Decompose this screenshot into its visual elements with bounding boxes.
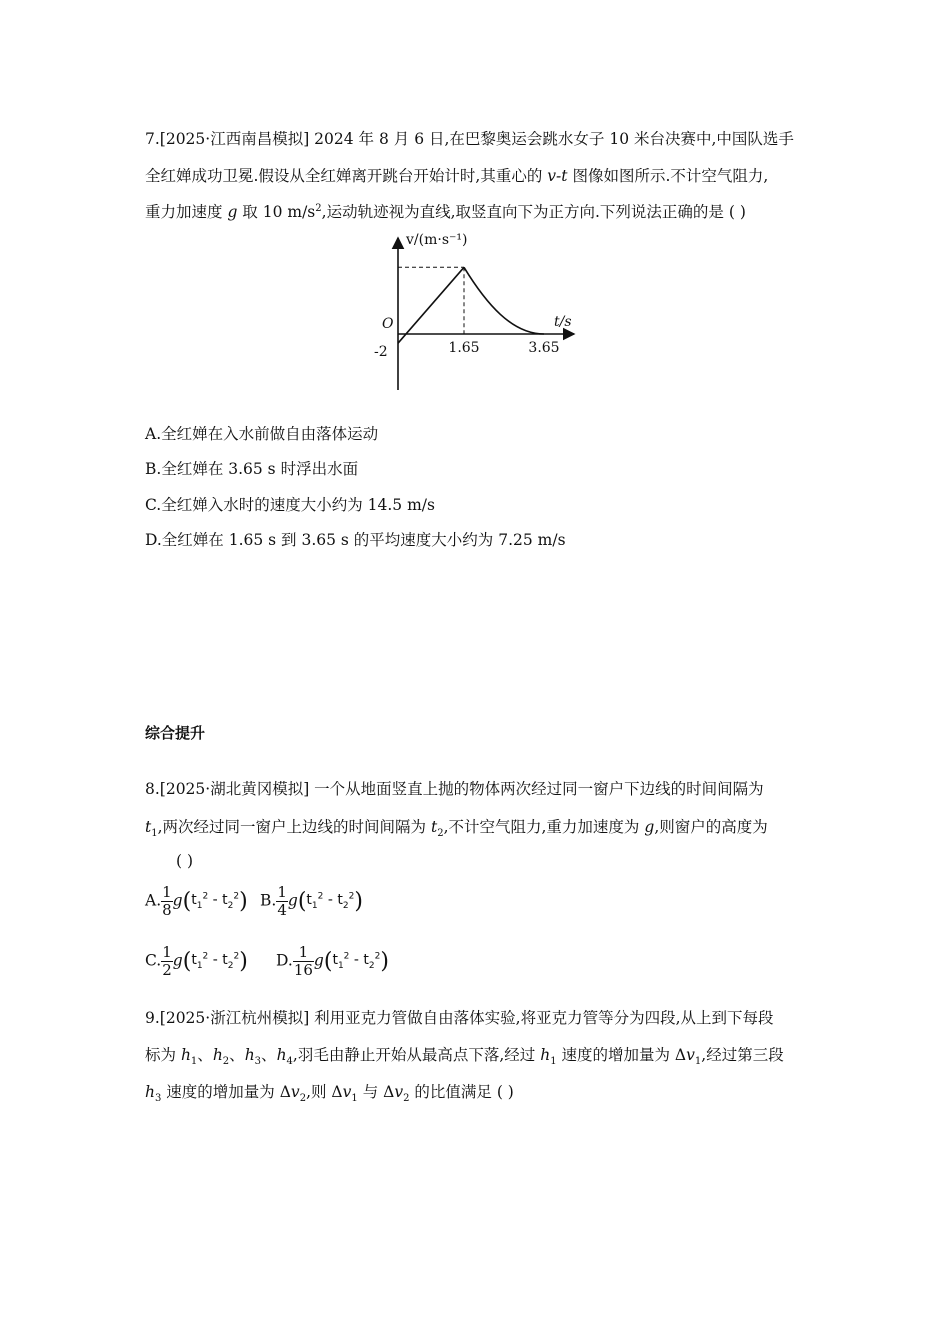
x-tick-label-2: 3.65 bbox=[528, 340, 560, 356]
q8-option-c[interactable]: C. $\frac{1}{2}$ $g(t_1^2 - t_2^2)$ bbox=[145, 943, 248, 979]
y-tick-label: -2 bbox=[374, 344, 388, 360]
velocity-line-rising bbox=[398, 267, 464, 343]
q9-line-2: 标为 $h_1$、$h_2$、$h_3$、$h_4$,羽毛由静止开始从最高点下落,经过 $h_1$ 速度的增加量为 $\Delta v_1$,经过第三段 bbox=[145, 1046, 784, 1068]
q8-answer-blank: ( ) bbox=[176, 852, 194, 870]
q7-line-2: 全红婵成功卫冕.假设从全红婵离开跳台开始计时,其重心的 v-t 图像如图所示.不计空气阻力, bbox=[145, 167, 769, 185]
origin-label: O bbox=[382, 316, 394, 332]
x-axis-label: t/s bbox=[554, 314, 572, 330]
q7-line-1: 7.[2025·江西南昌模拟] 2024 年 8 月 6 日,在巴黎奥运会跳水女子 10 米台决赛中,中国队选手 bbox=[145, 130, 794, 148]
y-axis-label: v/(m·s⁻¹) bbox=[406, 232, 468, 248]
q8-option-a[interactable]: A. $\frac{1}{8}$ $g(t_1^2 - t_2^2)$ bbox=[145, 883, 248, 919]
q7-line-3: 重力加速度 g 取 10 $m/s^2$,运动轨迹视为直线,取竖直向下为正方向.下列说法正确的是 ( ) bbox=[145, 202, 746, 221]
q8-option-b[interactable]: B. $\frac{1}{4}$ $g(t_1^2 - t_2^2)$ bbox=[260, 883, 363, 919]
q7-option-a[interactable]: A.全红婵在入水前做自由落体运动 bbox=[145, 425, 379, 443]
q8-line-1: 8.[2025·湖北黄冈模拟] 一个从地面竖直上抛的物体两次经过同一窗户下边线的时间间隔为 bbox=[145, 780, 764, 798]
velocity-curve-decaying bbox=[464, 267, 544, 334]
q7-option-d[interactable]: D.全红婵在 1.65 s 到 3.65 s 的平均速度大小约为 7.25 m/s bbox=[145, 531, 566, 549]
q9-line-3: $h_3$ 速度的增加量为 $\Delta v_2$,则 $\Delta v_1$ 与 $\Delta v_2$ 的比值满足 ( ) bbox=[145, 1083, 514, 1105]
q7-option-b[interactable]: B.全红婵在 3.65 s 时浮出水面 bbox=[145, 460, 359, 478]
q7-option-c[interactable]: C.全红婵入水时的速度大小约为 14.5 m/s bbox=[145, 496, 435, 514]
q8-option-d[interactable]: D. $\frac{1}{16}$ $g(t_1^2 - t_2^2)$ bbox=[276, 943, 389, 979]
section-title: 综合提升 bbox=[145, 724, 206, 742]
x-tick-label-1: 1.65 bbox=[448, 340, 480, 356]
q9-line-1: 9.[2025·浙江杭州模拟] 利用亚克力管做自由落体实验,将亚克力管等分为四段,从上到下每段 bbox=[145, 1009, 774, 1027]
vt-graph bbox=[360, 228, 590, 396]
q8-line-2: $t_1$,两次经过同一窗户上边线的时间间隔为 $t_2$,不计空气阻力,重力加速度为 g,则窗户的高度为 bbox=[145, 818, 768, 840]
